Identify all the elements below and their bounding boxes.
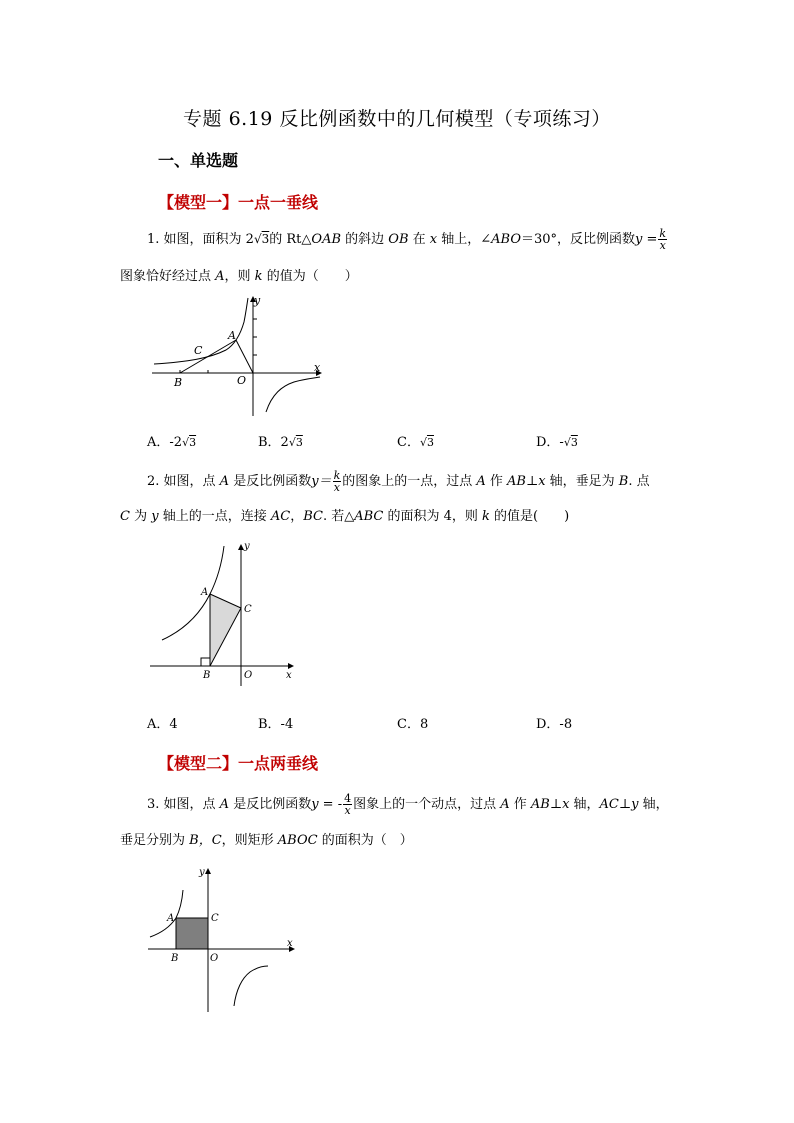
q3-label-c: C xyxy=(211,913,219,924)
q1-option-c[interactable]: C．√3 xyxy=(397,435,434,450)
q1-label-b: B xyxy=(174,376,183,389)
q2-label-a: A xyxy=(201,587,209,598)
q1-line2: 图象恰好经过点 A，则 k 的值为（ ） xyxy=(120,269,358,284)
q1-hyperbola-right xyxy=(266,377,320,412)
q2-label-y: y xyxy=(244,541,250,552)
q1-label-x: x xyxy=(314,361,321,374)
q3-label-x: x xyxy=(287,938,293,949)
q2-option-a[interactable]: A．4 xyxy=(147,717,178,732)
q1-option-d[interactable]: D．-√3 xyxy=(536,435,578,450)
model-two-heading: 【模型二】一点两垂线 xyxy=(158,754,319,773)
q3-label-b: B xyxy=(171,953,179,964)
q2-label-o: O xyxy=(244,670,253,681)
q1-label-a: A xyxy=(228,329,236,342)
q1-label-y: y xyxy=(254,294,261,307)
q2-option-c[interactable]: C．8 xyxy=(397,717,429,732)
q1-fraction: $\frac{k}{x}$ xyxy=(659,227,667,252)
q2-line2: C 为 y 轴上的一点，连接 AC，BC. 若△ABC 的面积为 4，则 k 的值是( ) xyxy=(120,509,570,524)
q1-label-c: C xyxy=(194,344,203,357)
q1-figure xyxy=(148,292,328,417)
q1-segment-ao xyxy=(236,340,253,373)
q1-option-a[interactable]: A．-2√3 xyxy=(147,435,197,450)
q3-line1: 3. 如图，点 A 是反比例函数y = - $\frac{4}{x}$ 图象上的一个动点，过点 A 作 AB⊥x 轴，AC⊥y 轴， xyxy=(147,792,669,817)
q1-segment-ba xyxy=(180,340,236,373)
q3-y-arrow xyxy=(205,868,211,874)
q2-figure xyxy=(148,538,298,688)
model-one-heading: 【模型一】一点一垂线 xyxy=(158,193,319,212)
q1-line1: 1. 如图，面积为 2√3的 Rt△OAB 的斜边 OB 在 x 轴上，∠ABO＝30°，反比例函数y = $\frac{k}{x}$ xyxy=(147,227,667,252)
q3-fraction: $\frac{4}{x}$ xyxy=(344,792,352,817)
q2-line1: 2. 如图，点 A 是反比例函数y＝ $\frac{k}{x}$ 的图象上的一点，过点 A 作 AB⊥x 轴，垂足为 B. 点 xyxy=(147,469,650,494)
q2-label-b: B xyxy=(203,670,211,681)
q3-line2: 垂足分别为 B，C，则矩形 ABOC 的面积为（ ） xyxy=(120,833,413,848)
q2-label-x: x xyxy=(286,670,292,681)
q2-triangle-abc xyxy=(210,594,241,666)
q2-label-c: C xyxy=(244,604,252,615)
q1-label-o: O xyxy=(237,374,247,387)
section-heading: 一、单选题 xyxy=(158,151,239,170)
q2-option-b[interactable]: B．-4 xyxy=(258,717,294,732)
q3-label-o: O xyxy=(210,953,219,964)
q2-x-arrow xyxy=(288,663,294,669)
q2-right-angle-mark xyxy=(201,658,210,666)
page-title: 专题 6.19 反比例函数中的几何模型（专项练习） xyxy=(183,108,611,130)
q3-rectangle-aboc xyxy=(176,918,208,949)
q3-label-y: y xyxy=(199,867,205,878)
q2-fraction: $\frac{k}{x}$ xyxy=(333,469,341,494)
q2-option-d[interactable]: D．-8 xyxy=(536,717,573,732)
q3-hyperbola-right xyxy=(234,966,268,1006)
q3-label-a: A xyxy=(167,913,175,924)
q3-figure xyxy=(146,862,301,1014)
q1-option-b[interactable]: B．2√3 xyxy=(258,435,303,450)
